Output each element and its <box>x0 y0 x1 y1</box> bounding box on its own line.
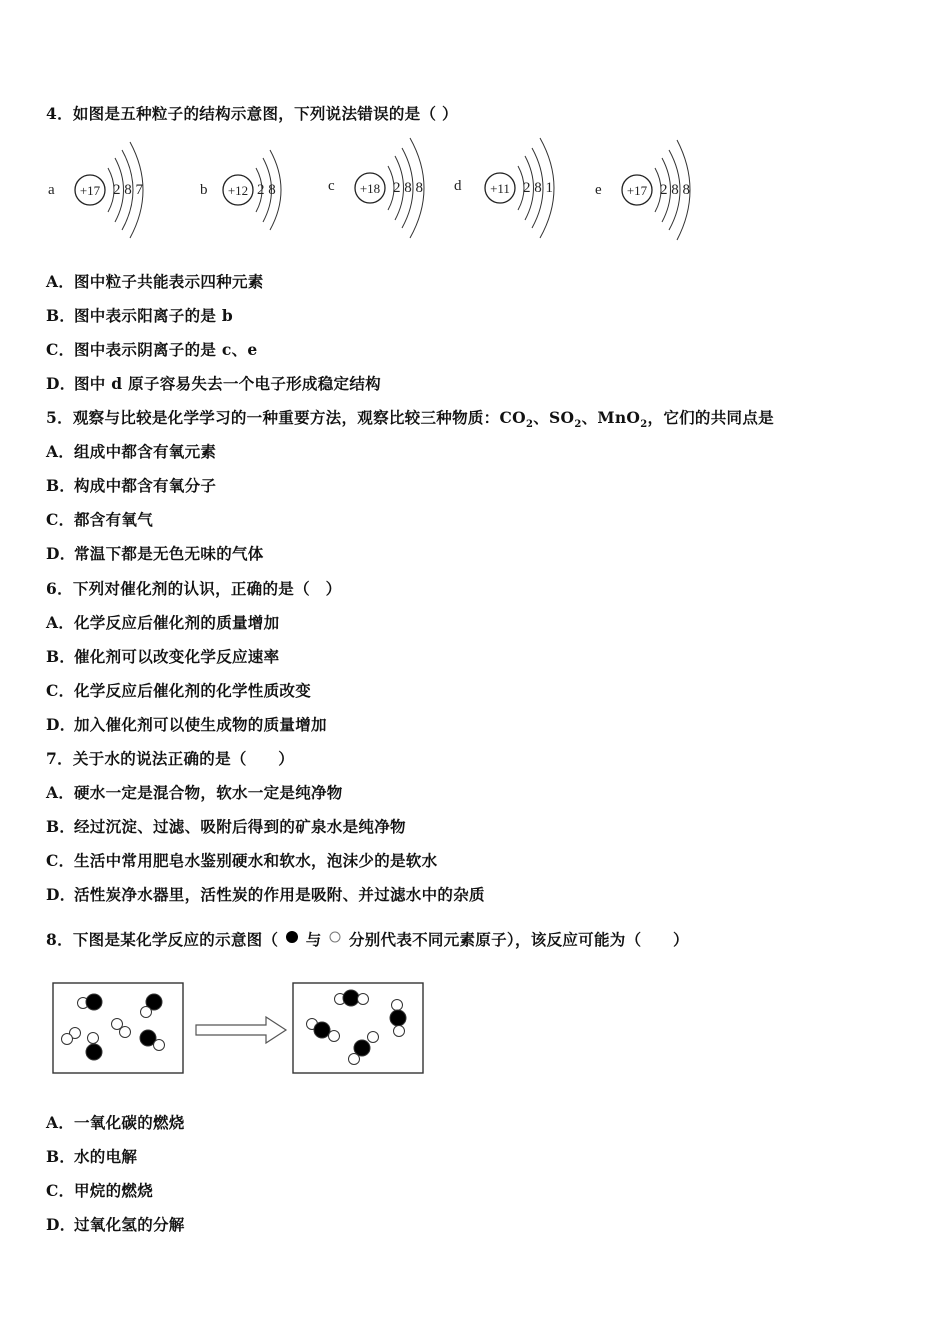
atom-label: e <box>595 182 602 198</box>
shell-electrons: 2 8 <box>257 182 276 198</box>
atom-label: a <box>48 182 55 198</box>
nucleus-charge: +11 <box>490 181 510 196</box>
white-atom-icon <box>327 931 343 951</box>
q8-stem: 8．下图是某化学反应的示意图（ 与 分别代表不同元素原子），该反应可能为（ ） <box>46 930 689 949</box>
q8-option-b: B．水的电解 <box>46 1147 138 1166</box>
q5-stem: 5．观察与比较是化学学习的一种重要方法，观察比较三种物质：$CO_2$、$SO_2$、MnO$_2$，它们的共同点是 <box>46 408 774 431</box>
atom-b <box>200 150 281 230</box>
shell-electrons: 2 8 7 <box>113 182 143 198</box>
atomic-structure-diagrams <box>40 130 720 245</box>
q7-stem: 7．关于水的说法正确的是（ ） <box>46 749 295 768</box>
q6-option-a: A．化学反应后催化剂的质量增加 <box>46 613 280 632</box>
q4-option-b: B．图中表示阳离子的是 b <box>46 306 234 325</box>
q6-option-b: B．催化剂可以改变化学反应速率 <box>46 647 280 666</box>
reaction-arrow <box>196 1017 286 1043</box>
atom-e <box>595 140 690 240</box>
q6-option-d: D．加入催化剂可以使生成物的质量增加 <box>46 715 327 734</box>
nucleus-charge: +17 <box>626 183 648 198</box>
q8-option-c: C．甲烷的燃烧 <box>46 1181 154 1200</box>
q4-option-a: A．图中粒子共能表示四种元素 <box>46 272 264 291</box>
q4-option-d: D．图中 d 原子容易失去一个电子形成稳定结构 <box>46 374 381 393</box>
shell-electrons: 2 8 8 <box>660 182 690 198</box>
nucleus-charge: +17 <box>79 183 101 198</box>
atom-label: c <box>328 178 335 194</box>
q7-option-a: A．硬水一定是混合物，软水一定是纯净物 <box>46 783 343 802</box>
shell-electrons: 2 8 8 <box>393 180 423 196</box>
reaction-diagram <box>48 975 433 1080</box>
atoms-svg <box>40 130 720 245</box>
atom-label: b <box>200 182 208 198</box>
q4-stem: 4．如图是五种粒子的结构示意图，下列说法错误的是（ ） <box>46 104 458 123</box>
nucleus-charge: +18 <box>359 181 381 196</box>
q5-option-c: C．都含有氧气 <box>46 510 154 529</box>
q8-option-d: D．过氧化氢的分解 <box>46 1215 185 1234</box>
shell-electrons: 2 8 1 <box>523 180 553 196</box>
q7-option-b: B．经过沉淀、过滤、吸附后得到的矿泉水是纯净物 <box>46 817 406 836</box>
q6-option-c: C．化学反应后催化剂的化学性质改变 <box>46 681 312 700</box>
nucleus-charge: +12 <box>227 183 249 198</box>
atom-d <box>454 138 554 238</box>
product-molecules <box>307 990 407 1065</box>
atom-a <box>48 142 144 238</box>
q5-option-d: D．常温下都是无色无味的气体 <box>46 544 264 563</box>
q8-option-a: A．一氧化碳的燃烧 <box>46 1113 185 1132</box>
atom-c <box>328 138 424 238</box>
black-atom-icon <box>284 931 300 951</box>
reaction-svg <box>48 975 433 1080</box>
q4-option-c: C．图中表示阴离子的是 c、e <box>46 340 258 359</box>
atom-label: d <box>454 178 462 194</box>
q5-option-a: A．组成中都含有氧元素 <box>46 442 217 461</box>
q7-option-c: C．生活中常用肥皂水鉴别硬水和软水，泡沫少的是软水 <box>46 851 438 870</box>
reactant-molecules <box>62 994 165 1060</box>
q7-option-d: D．活性炭净水器里，活性炭的作用是吸附、并过滤水中的杂质 <box>46 885 485 904</box>
q6-stem: 6．下列对催化剂的认识，正确的是（ ） <box>46 579 342 598</box>
q5-option-b: B．构成中都含有氧分子 <box>46 476 217 495</box>
